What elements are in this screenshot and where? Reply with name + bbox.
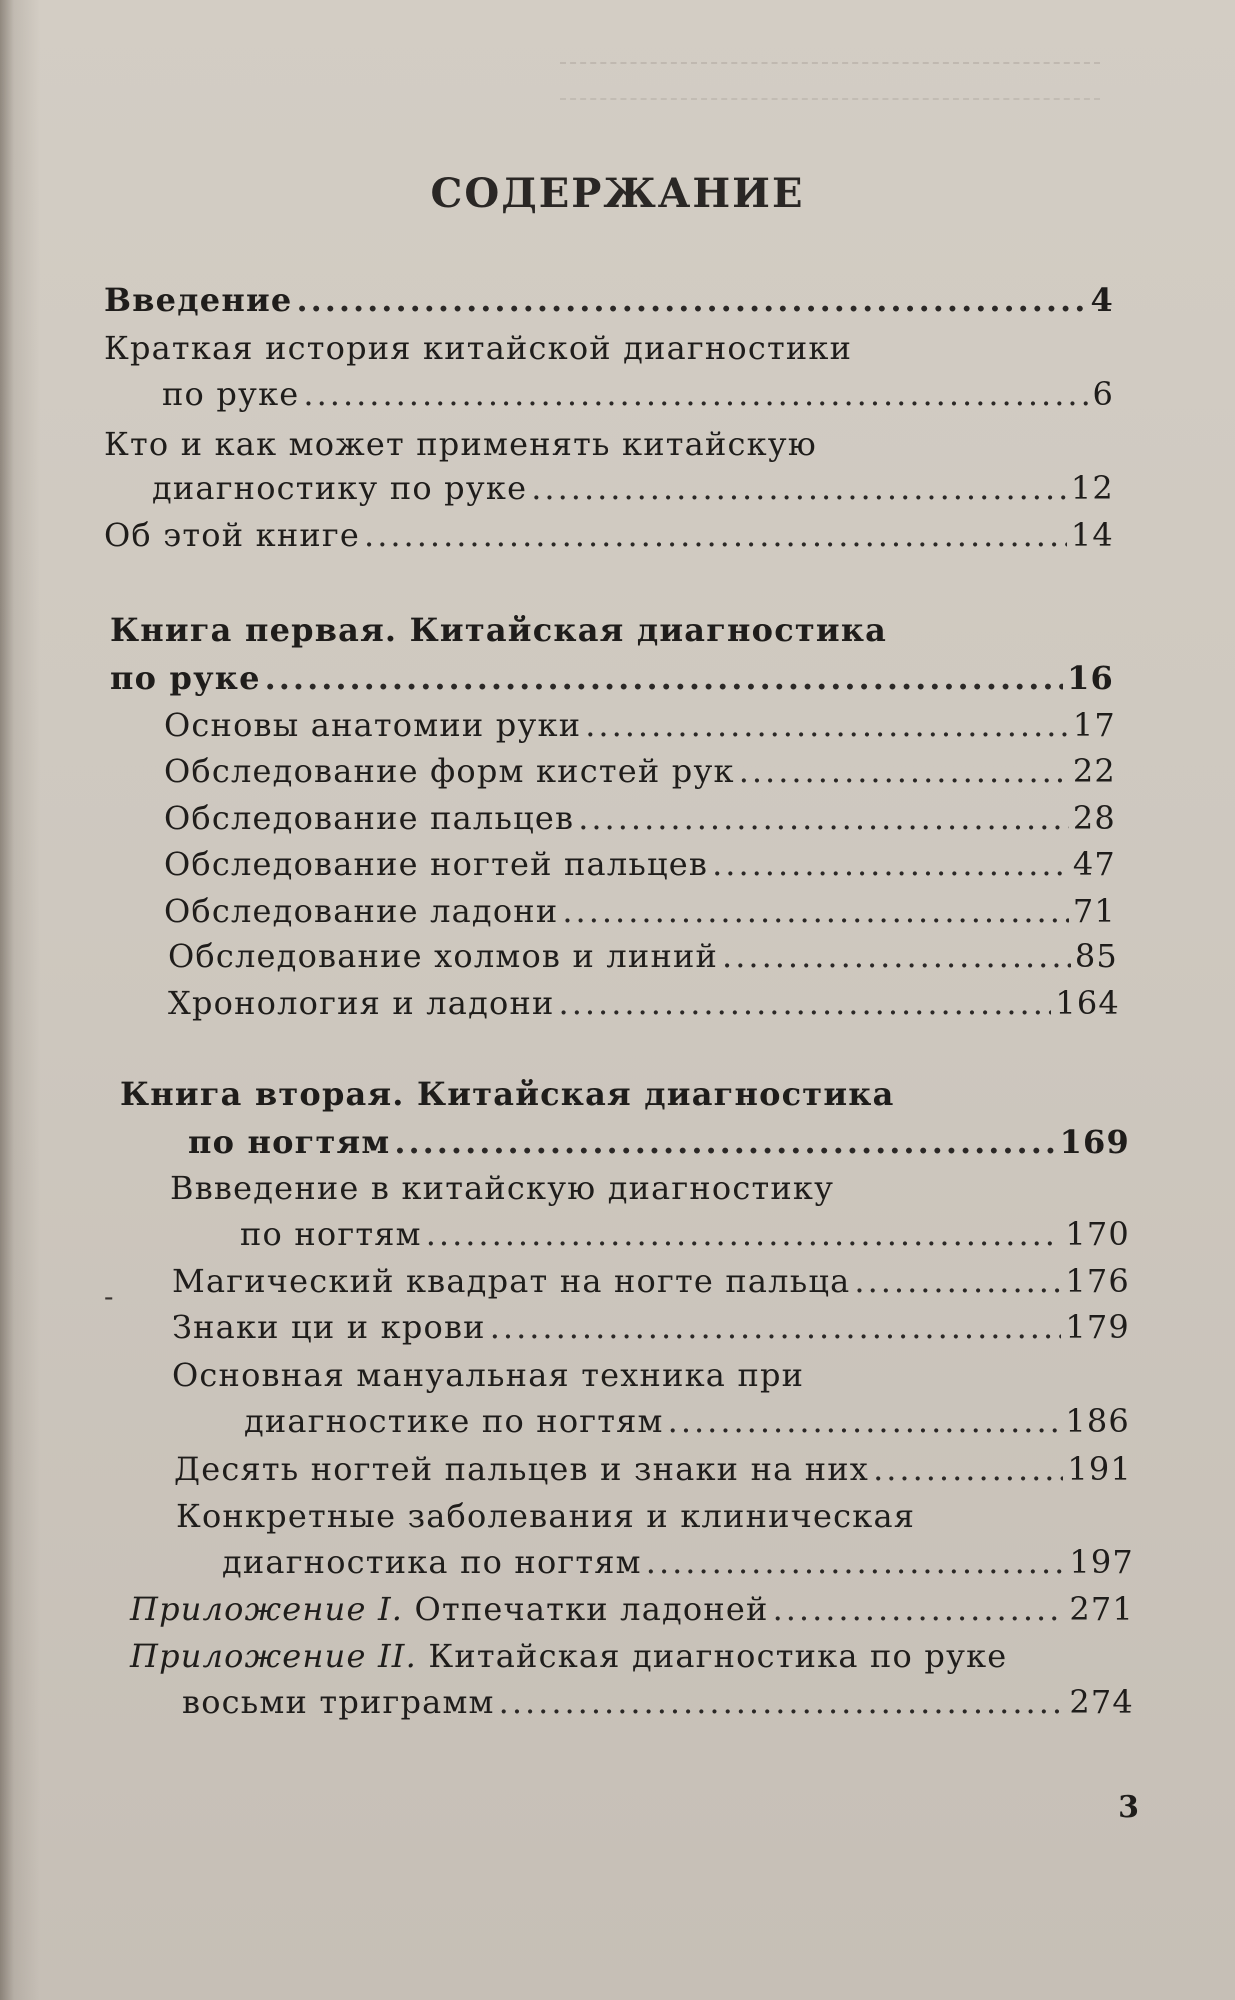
toc-page-number: 186 xyxy=(1065,1402,1130,1440)
toc-entry-text: диагностике по ногтям xyxy=(244,1402,664,1440)
toc-entry-text: Обследование холмов и линий xyxy=(168,937,719,975)
toc-entry-text: по руке xyxy=(162,375,300,413)
toc-page-number: 191 xyxy=(1067,1450,1132,1488)
toc-entry-text: Основная мануальная техника при xyxy=(172,1356,805,1394)
leader-dots xyxy=(499,1680,1066,1724)
toc-page-number: 12 xyxy=(1070,469,1114,507)
toc-entry-palm[interactable] xyxy=(164,889,1116,933)
toc-entry-text xyxy=(130,1634,1007,1678)
toc-page-number: 176 xyxy=(1065,1262,1130,1300)
toc-entry-text: Обследование ногтей пальцев xyxy=(164,845,709,883)
leader-dots xyxy=(773,1587,1066,1631)
appendix-title: Отпечатки ладоней xyxy=(403,1590,769,1628)
toc-entry-about-book[interactable] xyxy=(104,513,1114,557)
toc-page-number: 274 xyxy=(1069,1683,1134,1721)
appendix-label: Приложение II. xyxy=(130,1637,418,1675)
leader-dots xyxy=(490,1305,1062,1349)
toc-entry-appendix-one[interactable] xyxy=(130,1587,1134,1631)
leader-dots xyxy=(873,1447,1063,1491)
toc-page-number: 28 xyxy=(1072,799,1116,837)
toc-page-number: 271 xyxy=(1069,1590,1134,1628)
leader-dots xyxy=(426,1212,1062,1256)
toc-entry-ten-nails[interactable] xyxy=(174,1447,1132,1491)
leader-dots xyxy=(531,466,1067,510)
toc-entry-magic-square[interactable] xyxy=(172,1259,1130,1303)
toc-entry-text: Обследование пальцев xyxy=(164,799,575,837)
toc-entry-text xyxy=(130,1587,769,1631)
leader-dots xyxy=(668,1399,1062,1443)
toc-entry-manual-technique-cont[interactable] xyxy=(244,1399,1130,1443)
toc-entry-hand-forms[interactable] xyxy=(164,749,1116,793)
toc-page-number: 6 xyxy=(1092,375,1114,413)
toc-entry-nail-intro-cont[interactable] xyxy=(240,1212,1130,1256)
toc-entry-mounts-lines[interactable] xyxy=(168,934,1118,978)
toc-entry-book-one[interactable] xyxy=(110,608,1114,652)
toc-entry-text: Знаки ци и крови xyxy=(172,1308,486,1346)
toc-entry-book-two-cont[interactable] xyxy=(188,1120,1130,1164)
toc-entry-text: восьми триграмм xyxy=(182,1683,495,1721)
toc-entry-manual-technique[interactable] xyxy=(172,1353,1130,1397)
toc-entry-text: Введение xyxy=(104,281,293,319)
leader-dots xyxy=(712,842,1069,886)
toc-entry-fingers[interactable] xyxy=(164,796,1116,840)
toc-entry-book-two[interactable] xyxy=(120,1072,1130,1116)
leader-dots xyxy=(394,1120,1055,1164)
toc-entry-text: Обследование форм кистей рук xyxy=(164,752,735,790)
toc-entry-book-one-cont[interactable] xyxy=(110,656,1114,700)
toc-entry-text: по ногтям xyxy=(240,1215,422,1253)
toc-entry-qi-blood[interactable] xyxy=(172,1305,1130,1349)
toc-page-number: 85 xyxy=(1074,937,1118,975)
toc-entry-history-cont[interactable] xyxy=(162,372,1114,416)
leader-dots xyxy=(296,278,1086,322)
margin-mark: - xyxy=(104,1280,114,1313)
appendix-title: Китайская диагностика по руке xyxy=(417,1637,1008,1675)
toc-entry-text: Конкретные заболевания и клиническая xyxy=(176,1497,916,1535)
toc-entry-anatomy[interactable] xyxy=(164,703,1116,747)
toc-page-number: 4 xyxy=(1090,281,1114,319)
toc-page-number: 17 xyxy=(1072,706,1116,744)
leader-dots xyxy=(303,372,1088,416)
toc-entry-text: Ввведение в китайскую диагностику xyxy=(170,1169,835,1207)
leader-dots xyxy=(364,513,1067,557)
leader-dots xyxy=(559,981,1052,1025)
toc-page-number: 71 xyxy=(1072,892,1116,930)
toc-entry-who-how[interactable] xyxy=(104,422,1114,466)
leader-dots xyxy=(265,656,1063,700)
toc-page-number: 47 xyxy=(1072,845,1116,883)
toc-entry-diseases-cont[interactable] xyxy=(222,1540,1134,1584)
toc-entry-text: Книга первая. Китайская диагностика xyxy=(110,611,888,649)
toc-page-number: 179 xyxy=(1065,1308,1130,1346)
page-number: 3 xyxy=(1118,1790,1139,1825)
toc-entry-text: по ногтям xyxy=(188,1123,391,1161)
toc-entry-text: Хронология и ладони xyxy=(168,984,555,1022)
toc-page-number: 22 xyxy=(1072,752,1116,790)
leader-dots xyxy=(739,749,1069,793)
toc-entry-appendix-two[interactable] xyxy=(130,1634,1134,1678)
toc-entry-intro[interactable] xyxy=(104,278,1114,322)
leader-dots xyxy=(646,1540,1066,1584)
leader-dots xyxy=(585,703,1069,747)
toc-entry-who-how-cont[interactable] xyxy=(152,466,1114,510)
toc-page-number: 169 xyxy=(1059,1123,1130,1161)
toc-entry-text: Магический квадрат на ногте пальца xyxy=(172,1262,851,1300)
page-title: СОДЕРЖАНИЕ xyxy=(430,170,805,217)
toc-entry-text: диагностика по ногтям xyxy=(222,1543,642,1581)
leader-dots xyxy=(562,889,1069,933)
toc-entry-history[interactable] xyxy=(104,326,1114,370)
toc-entry-text: Об этой книге xyxy=(104,516,361,554)
toc-entry-diseases[interactable] xyxy=(176,1494,1132,1538)
toc-page-number: 197 xyxy=(1069,1543,1134,1581)
toc-page-number: 14 xyxy=(1070,516,1114,554)
toc-entry-chronology[interactable] xyxy=(168,981,1120,1025)
leader-dots xyxy=(854,1259,1061,1303)
toc-page-number: 164 xyxy=(1055,984,1120,1022)
toc-entry-text: Краткая история китайской диагностики xyxy=(104,329,853,367)
toc-entry-text: Основы анатомии руки xyxy=(164,706,582,744)
toc-entry-nails[interactable] xyxy=(164,842,1116,886)
toc-entry-nail-intro[interactable] xyxy=(170,1166,1130,1210)
leader-dots xyxy=(578,796,1069,840)
toc-entry-text: Кто и как может применять китайскую xyxy=(104,425,817,463)
leader-dots xyxy=(722,934,1071,978)
toc-entry-text: диагностику по руке xyxy=(152,469,528,507)
toc-entry-appendix-two-cont[interactable] xyxy=(182,1680,1134,1724)
toc-entry-text: по руке xyxy=(110,659,261,697)
toc-entry-text: Книга вторая. Китайская диагностика xyxy=(120,1075,895,1113)
toc-page-number: 16 xyxy=(1067,659,1114,697)
toc-entry-text: Обследование ладони xyxy=(164,892,559,930)
appendix-label: Приложение I. xyxy=(130,1590,404,1628)
toc-entry-text: Десять ногтей пальцев и знаки на них xyxy=(174,1450,870,1488)
toc-page-number: 170 xyxy=(1065,1215,1130,1253)
